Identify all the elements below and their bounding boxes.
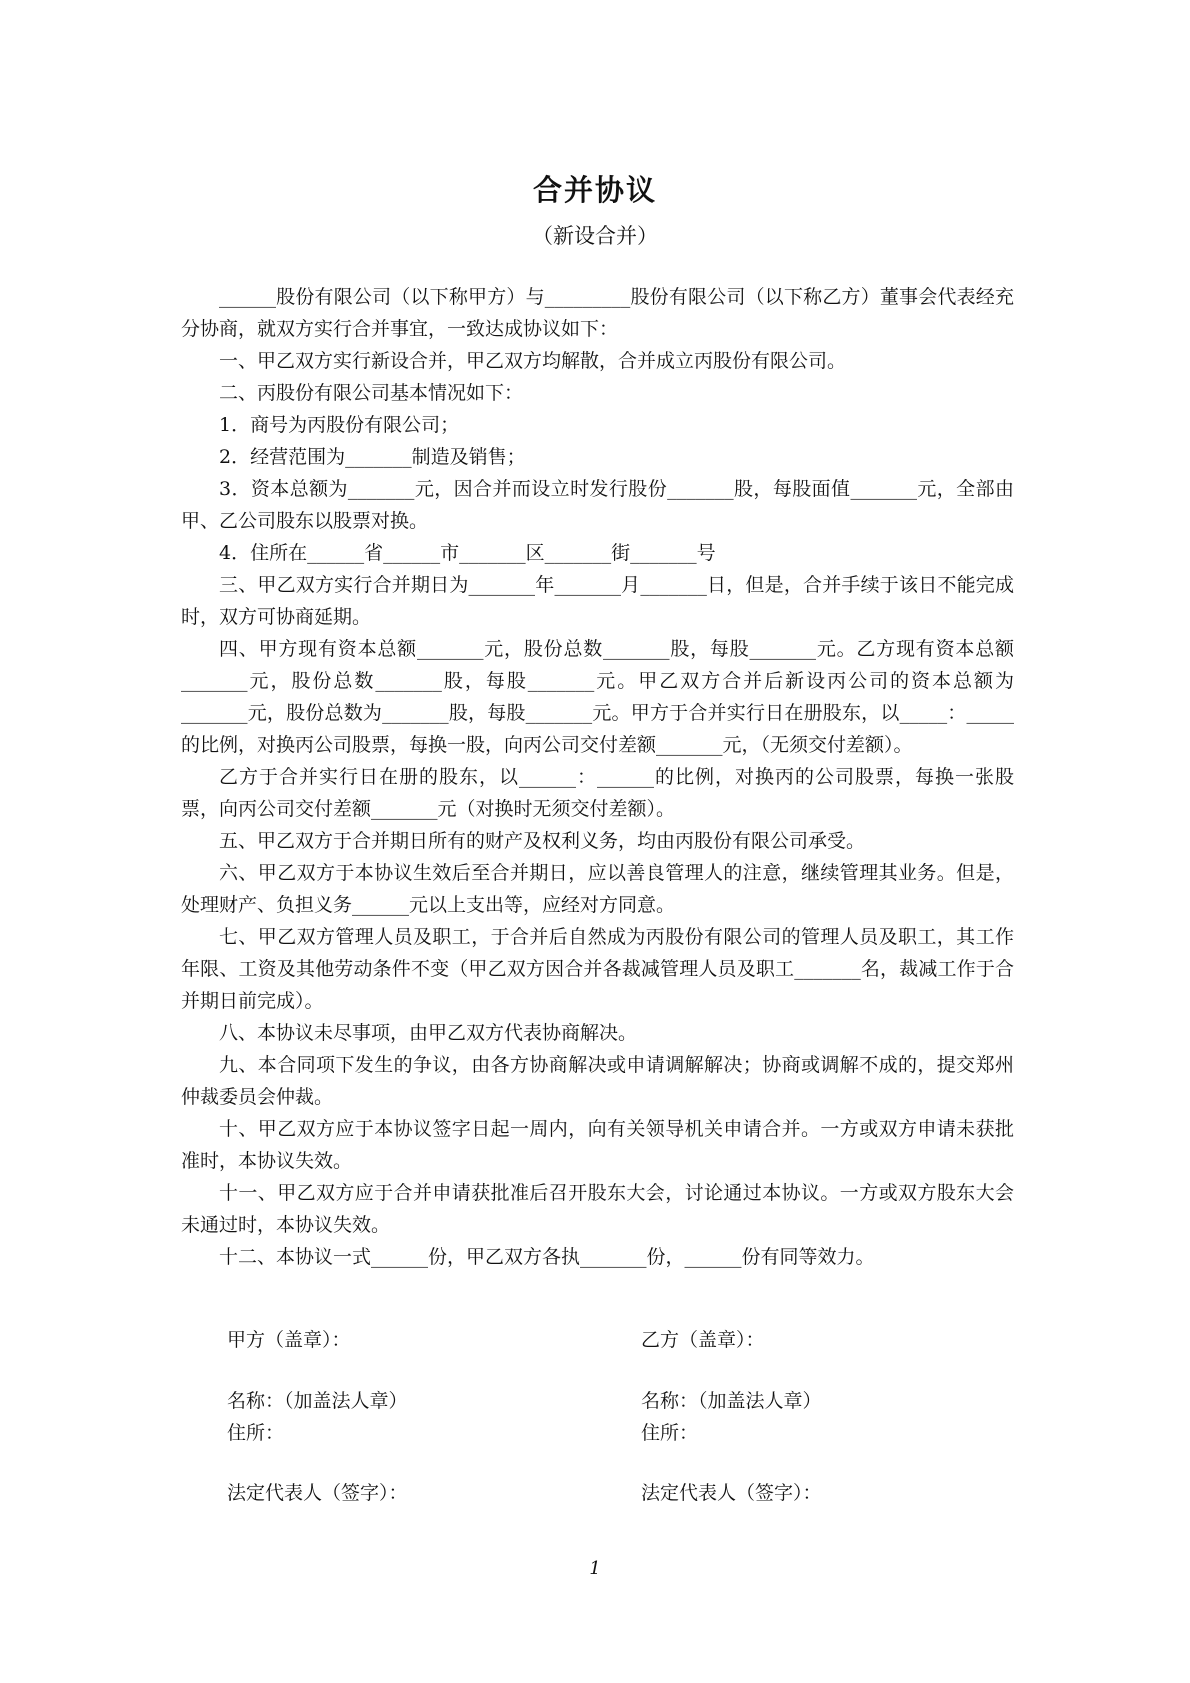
clause-7: 七、甲乙双方管理人员及职工，于合并后自然成为丙股份有限公司的管理人员及职工，其工作年限、工资及其他劳动条件不变（甲乙双方因合并各裁减管理人员及职工_______名，裁减工作于合并期日前完成）。 [181,926,1014,1012]
clause-1: 一、甲乙双方实行新设合并，甲乙双方均解散，合并成立丙股份有限公司。 [219,350,847,372]
clause-11: 十一、甲乙双方应于合并申请获批准后召开股东大会，讨论通过本协议。一方或双方股东大会未通过时，本协议失效。 [181,1182,1014,1236]
clause-9: 九、本合同项下发生的争议，由各方协商解决或申请调解解决；协商或调解不成的，提交郑州仲裁委员会仲裁。 [181,1054,1014,1108]
clause-2-item-4: 4．住所在______省______市_______区_______街_______号 [219,542,716,564]
clause-12: 十二、本协议一式______份，甲乙双方各执_______份，______份有同等效力。 [219,1246,875,1268]
party-a-representative: 法定代表人（签字）： [227,1482,408,1504]
party-a-name: 名称：（加盖法人章） [227,1390,408,1412]
clause-3: 三、甲乙双方实行合并期日为_______年_______月_______日，但是，合并手续于该日不能完成时，双方可协商延期。 [181,574,1014,628]
clause-4: 四、甲方现有资本总额_______元，股份总数_______股，每股_______元。乙方现有资本总额_______元，股份总数_______股，每股_______元。甲乙双方合并后新设丙公司的资本总额为_______元，股份总数为_______股，每股_______元。甲方于合并实行日在册股东，以_____：_____的比例，对换丙公司股票，每换一股，向丙公司交付差额_______元，（无须交付差额）。 [181,638,1014,756]
agreement-body [181,281,1014,1273]
clause-2-item-1: 1．商号为丙股份有限公司； [219,414,460,436]
clause-8: 八、本协议未尽事项，由甲乙双方代表协商解决。 [219,1022,638,1044]
clause-2: 二、丙股份有限公司基本情况如下： [219,382,524,404]
clause-6: 六、甲乙双方于本协议生效后至合并期日，应以善良管理人的注意，继续管理其业务。但是，处理财产、负担义务______元以上支出等，应经对方同意。 [181,862,1014,916]
clause-4-party-b: 乙方于合并实行日在册的股东，以______：______的比例，对换丙的公司股票，每换一张股票，向丙公司交付差额_______元（对换时无须交付差额）。 [181,766,1014,820]
document-title: 合并协议 [532,173,657,207]
party-a-seal: 甲方（盖章）： [227,1329,351,1351]
page-number: 1 [589,1558,601,1579]
clause-2-item-2: 2．经营范围为_______制造及销售； [219,446,526,468]
document-subtitle: （新设合并） [532,224,658,248]
clause-5: 五、甲乙双方于合并期日所有的财产及权利义务，均由丙股份有限公司承受。 [219,830,866,852]
party-b-name: 名称：（加盖法人章） [641,1390,822,1412]
party-b-seal: 乙方（盖章）： [641,1329,765,1351]
party-b-representative: 法定代表人（签字）： [641,1482,822,1504]
party-a-address: 住所： [227,1422,285,1444]
party-b-address: 住所： [641,1422,699,1444]
paragraph-intro: ______股份有限公司（以下称甲方）与_________股份有限公司（以下称乙方）董事会代表经充分协商，就双方实行合并事宜，一致达成协议如下： [181,286,1014,340]
clause-2-item-3: 3．资本总额为_______元，因合并而设立时发行股份_______股，每股面值_______元，全部由甲、乙公司股东以股票对换。 [181,478,1014,532]
clause-10: 十、甲乙双方应于本协议签字日起一周内，向有关领导机关申请合并。一方或双方申请未获批准时，本协议失效。 [181,1118,1014,1172]
